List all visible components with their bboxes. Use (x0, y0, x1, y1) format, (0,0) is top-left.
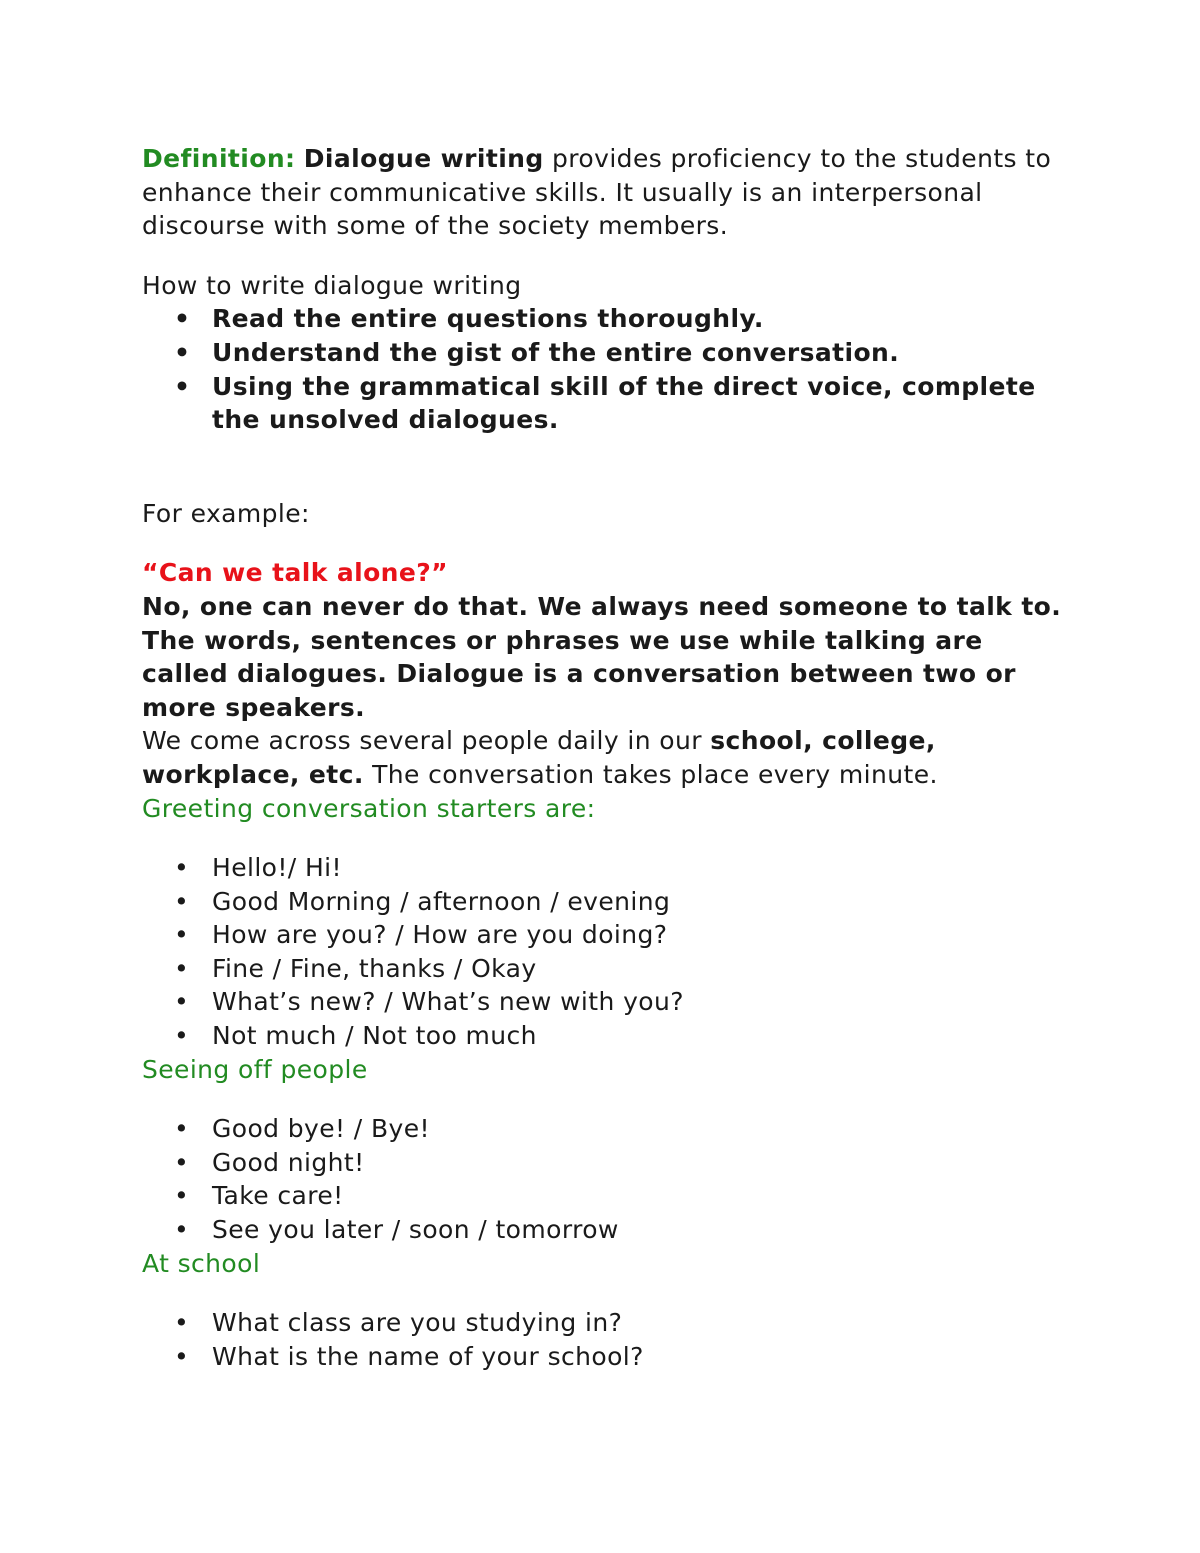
list-item-text: Fine / Fine, thanks / Okay (212, 953, 537, 983)
spacer (142, 530, 1062, 556)
bullet-icon: • (174, 920, 190, 950)
list-item (142, 1213, 1062, 1247)
spacer (142, 437, 1062, 497)
daily-prefix: We come across several people daily in our (142, 726, 711, 756)
bullet-icon: • (174, 1147, 190, 1177)
list-item (142, 885, 1062, 919)
list-item-text: Using the grammatical skill of the direct voice, complete the unsolved dialogues. (212, 371, 1036, 435)
list-item-text: Good bye! / Bye! (212, 1114, 430, 1144)
bullet-icon: • (174, 1114, 190, 1144)
bullet-icon: • (174, 1021, 190, 1051)
list-item-text: Take care! (212, 1181, 344, 1211)
example-explanation: The words, sentences or phrases we use while talking are called dialogues. Dialogue is a conversation between two or more speakers. (142, 625, 1016, 722)
list-item (142, 1112, 1062, 1146)
list-item-text: Good night! (212, 1147, 365, 1177)
list-item (142, 985, 1062, 1019)
spacer (142, 825, 1062, 851)
bullet-icon: • (174, 1215, 190, 1245)
list-item (142, 1146, 1062, 1180)
list-item-text: See you later / soon / tomorrow (212, 1215, 619, 1245)
bullet-icon: • (174, 1341, 190, 1371)
spacer (142, 1280, 1062, 1306)
list-item-text: Hello!/ Hi! (212, 853, 342, 883)
section-title-school: At school (142, 1248, 261, 1278)
list-item (142, 370, 1062, 437)
bullet-icon: • (174, 987, 190, 1017)
list-item (142, 1306, 1062, 1340)
example-answer: No, one can never do that. We always need someone to talk to. (142, 591, 1062, 621)
spacer (142, 243, 1062, 269)
definition-paragraph (142, 142, 1062, 243)
greeting-list (142, 851, 1062, 1053)
list-item (142, 336, 1062, 370)
list-item-text: Understand the gist of the entire conversation. (212, 337, 900, 367)
section-title-greeting: Greeting conversation starters are: (142, 793, 596, 823)
list-item-text: How are you? / How are you doing? (212, 920, 668, 950)
document-content (142, 142, 1062, 1373)
list-item-text: Not much / Not too much (212, 1021, 537, 1051)
list-item (142, 918, 1062, 952)
seeing-off-list (142, 1112, 1062, 1246)
bullet-icon: • (174, 304, 191, 334)
list-item (142, 1340, 1062, 1374)
list-item-text: What is the name of your school? (212, 1341, 644, 1371)
list-item-text: Read the entire questions thoroughly. (212, 304, 764, 334)
bullet-icon: • (174, 886, 190, 916)
howto-heading: How to write dialogue writing (142, 270, 522, 300)
list-item (142, 1179, 1062, 1213)
list-item (142, 1019, 1062, 1053)
daily-paragraph (142, 724, 1062, 791)
list-item-text: What class are you studying in? (212, 1308, 623, 1338)
bullet-icon: • (174, 371, 191, 401)
school-list (142, 1306, 1062, 1373)
list-item (142, 302, 1062, 336)
list-item (142, 952, 1062, 986)
bullet-icon: • (174, 853, 190, 883)
definition-term: Dialogue writing (303, 144, 544, 173)
spacer (142, 1086, 1062, 1112)
bullet-icon: • (174, 337, 191, 367)
daily-suffix: The conversation takes place every minute. (363, 759, 938, 789)
example-quote: “Can we talk alone?” (142, 558, 448, 588)
section-title-seeing-off: Seeing off people (142, 1054, 368, 1084)
list-item-text: What’s new? / What’s new with you? (212, 987, 684, 1017)
definition-text: provides proficiency to the students to enhance their communicative skills. It usually is an interpersonal discourse with some of the society members. (142, 144, 1052, 241)
bullet-icon: • (174, 1308, 190, 1338)
example-heading: For example: (142, 498, 310, 528)
bullet-icon: • (174, 953, 190, 983)
daily-bold: school, college, workplace, etc. (142, 726, 936, 789)
howto-list (142, 302, 1062, 436)
list-item (142, 851, 1062, 885)
bullet-icon: • (174, 1181, 190, 1211)
list-item-text: Good Morning / afternoon / evening (212, 886, 671, 916)
definition-label: Definition: (142, 144, 296, 173)
